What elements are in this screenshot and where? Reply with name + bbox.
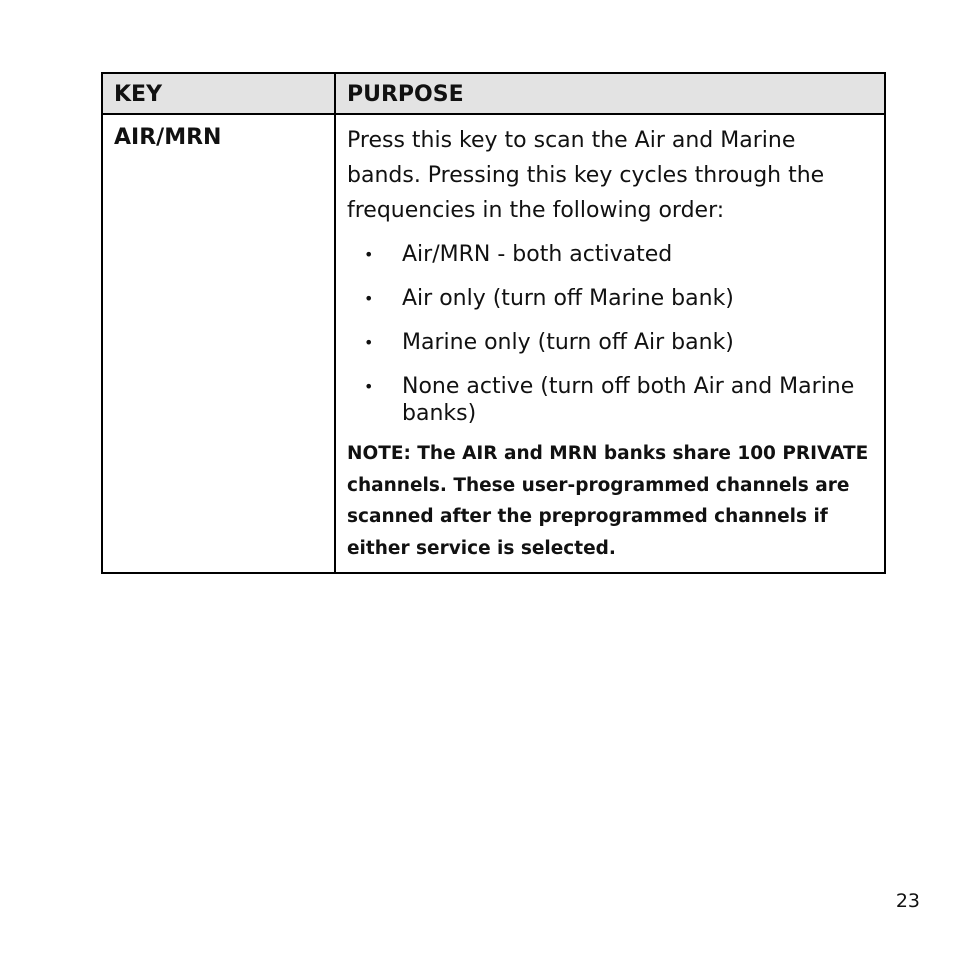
list-item — [347, 241, 872, 268]
mode-list — [347, 241, 872, 427]
bullet-icon: • — [364, 245, 374, 264]
table-row — [102, 114, 885, 573]
key-purpose-table — [101, 72, 886, 574]
table-header-row — [102, 73, 885, 114]
list-item — [347, 285, 872, 312]
bullet-icon: • — [364, 377, 374, 396]
note-text: NOTE: The AIR and MRN banks share 100 PRIVATE channels. These user-programmed channels are scanned after the preprogrammed channels if either service is selected. — [347, 443, 869, 559]
key-name: AIR/MRN — [102, 114, 335, 573]
header-key: KEY — [102, 73, 335, 114]
list-item-text: Marine only (turn off Air bank) — [402, 330, 734, 355]
list-item-text: Air/MRN - both activated — [402, 242, 673, 267]
list-item-text: Air only (turn off Marine bank) — [402, 286, 734, 311]
list-item — [347, 373, 872, 427]
list-item-text: None active (turn off both Air and Marine banks) — [402, 374, 855, 426]
page-number: 23 — [895, 890, 920, 912]
purpose-intro: Press this key to scan the Air and Marine bands. Pressing this key cycles through the frequencies in the following order: — [347, 128, 825, 223]
header-purpose: PURPOSE — [335, 73, 885, 114]
bullet-icon: • — [364, 333, 374, 352]
purpose-cell — [335, 114, 885, 573]
list-item — [347, 329, 872, 356]
bullet-icon: • — [364, 289, 374, 308]
